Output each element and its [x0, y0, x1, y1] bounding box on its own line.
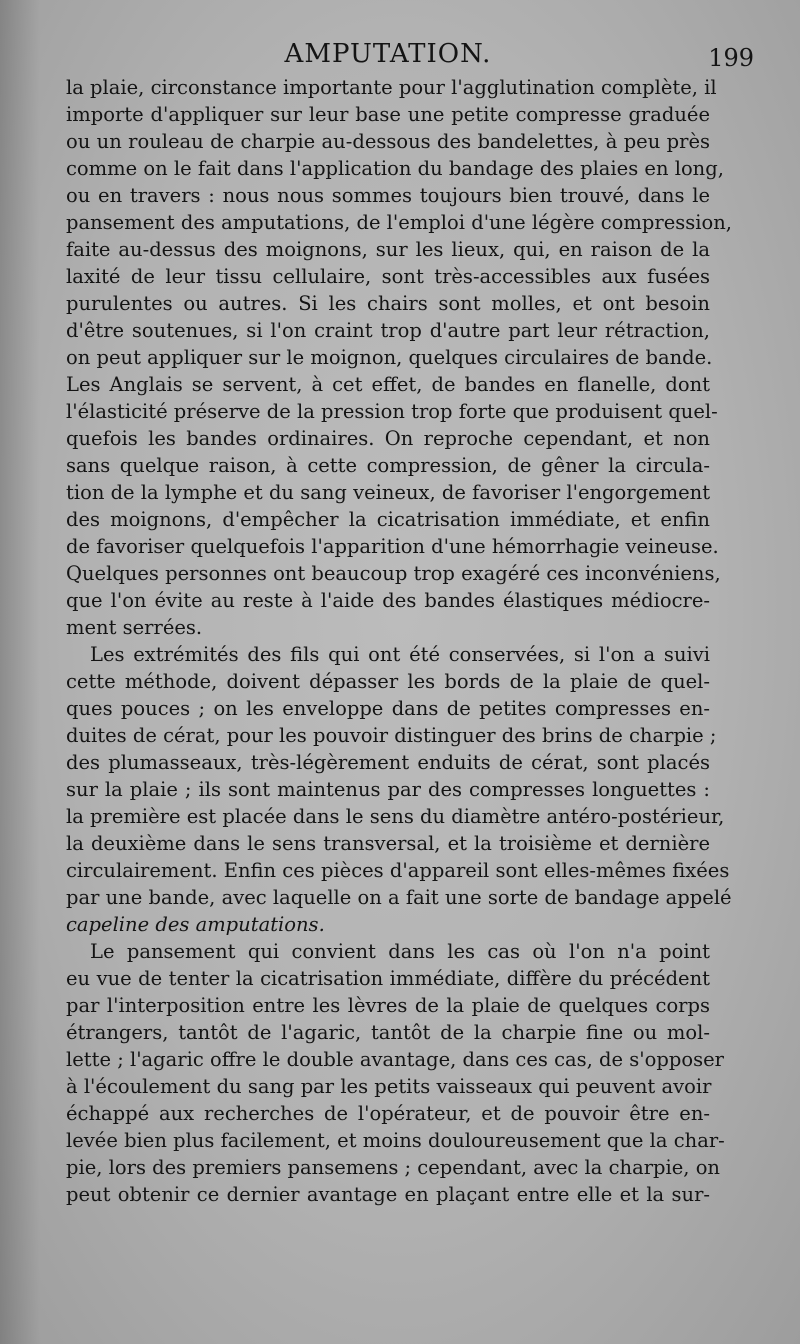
text-line: levée bien plus facilement, et moins douloureusement que la char- — [66, 1129, 725, 1152]
text-line: ou en travers : nous nous sommes toujours bien trouvé, dans le — [66, 184, 710, 207]
text-line: laxité de leur tissu cellulaire, sont très-accessibles aux fusées — [66, 265, 710, 288]
paragraph — [66, 938, 725, 1208]
text-line: à l'écoulement du sang par les petits vaisseaux qui peuvent avoir — [66, 1075, 712, 1098]
text-line: étrangers, tantôt de l'agaric, tantôt de la charpie fine ou mol- — [66, 1021, 710, 1044]
text-line: échappé aux recherches de l'opérateur, et de pouvoir être en- — [66, 1102, 710, 1125]
body-text — [66, 74, 733, 1208]
text-line: de favoriser quelquefois l'apparition d'une hémorrhagie veineuse. — [66, 535, 719, 558]
page-number: 199 — [708, 44, 754, 72]
text-line: ment serrées. — [66, 616, 203, 639]
text-line: la plaie, circonstance importante pour l'agglutination complète, il — [66, 76, 717, 99]
text-line: on peut appliquer sur le moignon, quelques circulaires de bande. — [66, 346, 713, 369]
text-line: cette méthode, doivent dépasser les bords de la plaie de quel- — [66, 670, 710, 693]
text-line: comme on le fait dans l'application du bandage des plaies en long, — [66, 157, 724, 180]
text-line: lette ; l'agaric offre le double avantage, dans ces cas, de s'opposer — [66, 1048, 724, 1071]
text-line: par l'interposition entre les lèvres de la plaie de quelques corps — [66, 994, 710, 1017]
text-line: sans quelque raison, à cette compression, de gêner la circula- — [66, 454, 710, 477]
text-line: la première est placée dans le sens du diamètre antéro-postérieur, — [66, 805, 725, 828]
text-line: Les extrémités des fils qui ont été conservées, si l'on a suivi — [90, 643, 710, 666]
text-line: peut obtenir ce dernier avantage en plaçant entre elle et la sur- — [66, 1183, 710, 1206]
text-line: Quelques personnes ont beaucoup trop exagéré ces inconvéniens, — [66, 562, 721, 585]
text-line: tion de la lymphe et du sang veineux, de favoriser l'engorgement — [66, 481, 711, 504]
text-line: capeline des amputations. — [66, 913, 325, 936]
text-line: l'élasticité préserve de la pression trop forte que produisent quel- — [66, 400, 718, 423]
text-line: des plumasseaux, très-légèrement enduits de cérat, sont placés — [66, 751, 710, 774]
text-line: d'être soutenues, si l'on craint trop d'autre part leur rétraction, — [66, 319, 710, 342]
text-line: purulentes ou autres. Si les chairs sont molles, et ont besoin — [66, 292, 710, 315]
paragraph — [66, 641, 732, 938]
text-line: circulairement. Enfin ces pièces d'appareil sont elles-mêmes fixées — [66, 859, 730, 882]
text-line: sur la plaie ; ils sont maintenus par des compresses longuettes : — [66, 778, 710, 801]
text-line: par une bande, avec laquelle on a fait une sorte de bandage appelé — [66, 886, 732, 909]
text-line: Le pansement qui convient dans les cas où l'on n'a point — [90, 940, 710, 963]
text-line: faite au-dessus des moignons, sur les lieux, qui, en raison de la — [66, 238, 710, 261]
paragraph — [66, 74, 733, 641]
text-line: que l'on évite au reste à l'aide des bandes élastiques médiocre- — [66, 589, 710, 612]
text-line: pansement des amputations, de l'emploi d'une légère compression, — [66, 211, 733, 234]
text-line: ques pouces ; on les enveloppe dans de petites compresses en- — [66, 697, 710, 720]
text-line: eu vue de tenter la cicatrisation immédiate, diffère du précédent — [66, 967, 710, 990]
page-title: AMPUTATION. — [284, 39, 492, 69]
text-line: ou un rouleau de charpie au-dessous des bandelettes, à peu près — [66, 130, 710, 153]
running-head — [66, 36, 754, 76]
text-line: pie, lors des premiers pansemens ; cependant, avec la charpie, on — [66, 1156, 720, 1179]
text-line: quefois les bandes ordinaires. On reproche cependant, et non — [66, 427, 710, 450]
text-line: des moignons, d'empêcher la cicatrisation immédiate, et enfin — [66, 508, 710, 531]
text-line: duites de cérat, pour les pouvoir distinguer des brins de charpie ; — [66, 724, 717, 747]
text-line: importe d'appliquer sur leur base une petite compresse graduée — [66, 103, 710, 126]
text-line: la deuxième dans le sens transversal, et la troisième et dernière — [66, 832, 710, 855]
text-line: Les Anglais se servent, à cet effet, de bandes en flanelle, dont — [66, 373, 710, 396]
